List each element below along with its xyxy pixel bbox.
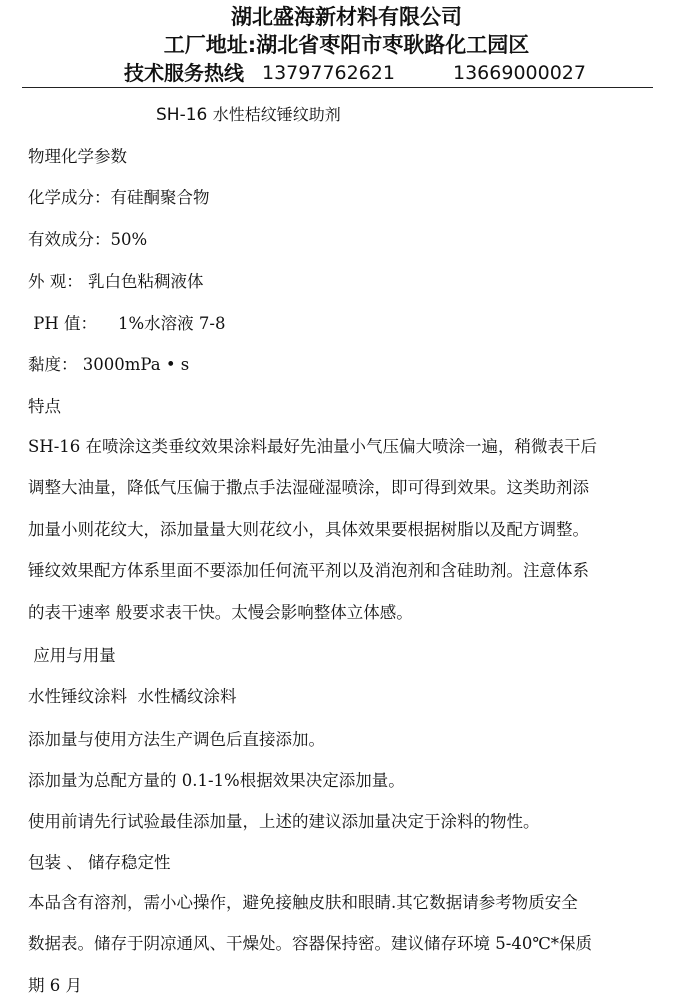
properties-heading: 物理化学参数	[28, 147, 127, 166]
features-line: 的表干速率 般要求表干快。太慢会影响整体立体感。	[28, 602, 413, 622]
features-heading: 特点	[28, 397, 61, 416]
property-active-content: 有效成分：50%	[28, 230, 148, 249]
letterhead	[0, 0, 693, 88]
property-appearance: 外 观： 乳白色粘稠液体	[28, 272, 204, 291]
application-heading: 应用与用量	[28, 646, 116, 665]
features-line: 调整大油量，降低气压偏于撒点手法湿碰湿喷涂，即可得到效果。这类助剂添	[28, 478, 589, 498]
property-composition: 化学成分：有硅酮聚合物	[28, 188, 210, 207]
storage-heading: 包装 、 储存稳定性	[28, 853, 171, 872]
features-line: SH-16 在喷涂这类垂纹效果涂料最好先油量小气压偏大喷涂一遍，稍微表干后	[28, 437, 598, 456]
application-dosage: 添加量为总配方量的 0.1-1%根据效果决定添加量。	[28, 771, 405, 790]
hotline-phone-2: 13669000027	[453, 62, 586, 84]
product-name: 水性桔纹锤纹助剂	[212, 105, 341, 124]
storage-line: 期 6 月	[28, 975, 82, 995]
application-uses: 水性锤纹涂料 水性橘纹涂料	[28, 687, 237, 706]
storage-line: 本品含有溶剂，需小心操作，避免接触皮肤和眼睛.其它数据请参考物质安全	[28, 893, 578, 912]
storage-paragraph	[28, 882, 660, 1006]
features-paragraph	[28, 426, 660, 633]
company-name: 湖北盛海新材料有限公司	[231, 5, 462, 29]
hotline-phone-1: 13797762621	[262, 62, 395, 84]
property-ph: PH 值： 1%水溶液 7-8	[28, 314, 226, 333]
product-code: SH-16	[156, 105, 208, 125]
features-line: 加量小则花纹大，添加量量大则花纹小，具体效果要根据树脂以及配方调整。	[28, 519, 589, 539]
factory-address: 工厂地址:湖北省枣阳市枣耿路化工园区	[163, 33, 530, 57]
hotline-label: 技术服务热线	[124, 61, 244, 85]
header-divider	[22, 87, 653, 88]
application-method: 添加量与使用方法生产调色后直接添加。	[28, 730, 325, 749]
application-advice: 使用前请先行试验最佳添加量，上述的建议添加量决定于涂料的物性。	[28, 812, 540, 831]
features-line: 锤纹效果配方体系里面不要添加任何流平剂以及消泡剂和含硅助剂。注意体系	[28, 561, 589, 581]
property-viscosity: 黏度： 3000mPa • s	[28, 355, 190, 374]
storage-line: 数据表。储存于阴凉通风、干燥处。容器保持密。建议储存环境 5-40℃*保质	[28, 934, 593, 954]
product-title	[156, 104, 341, 126]
